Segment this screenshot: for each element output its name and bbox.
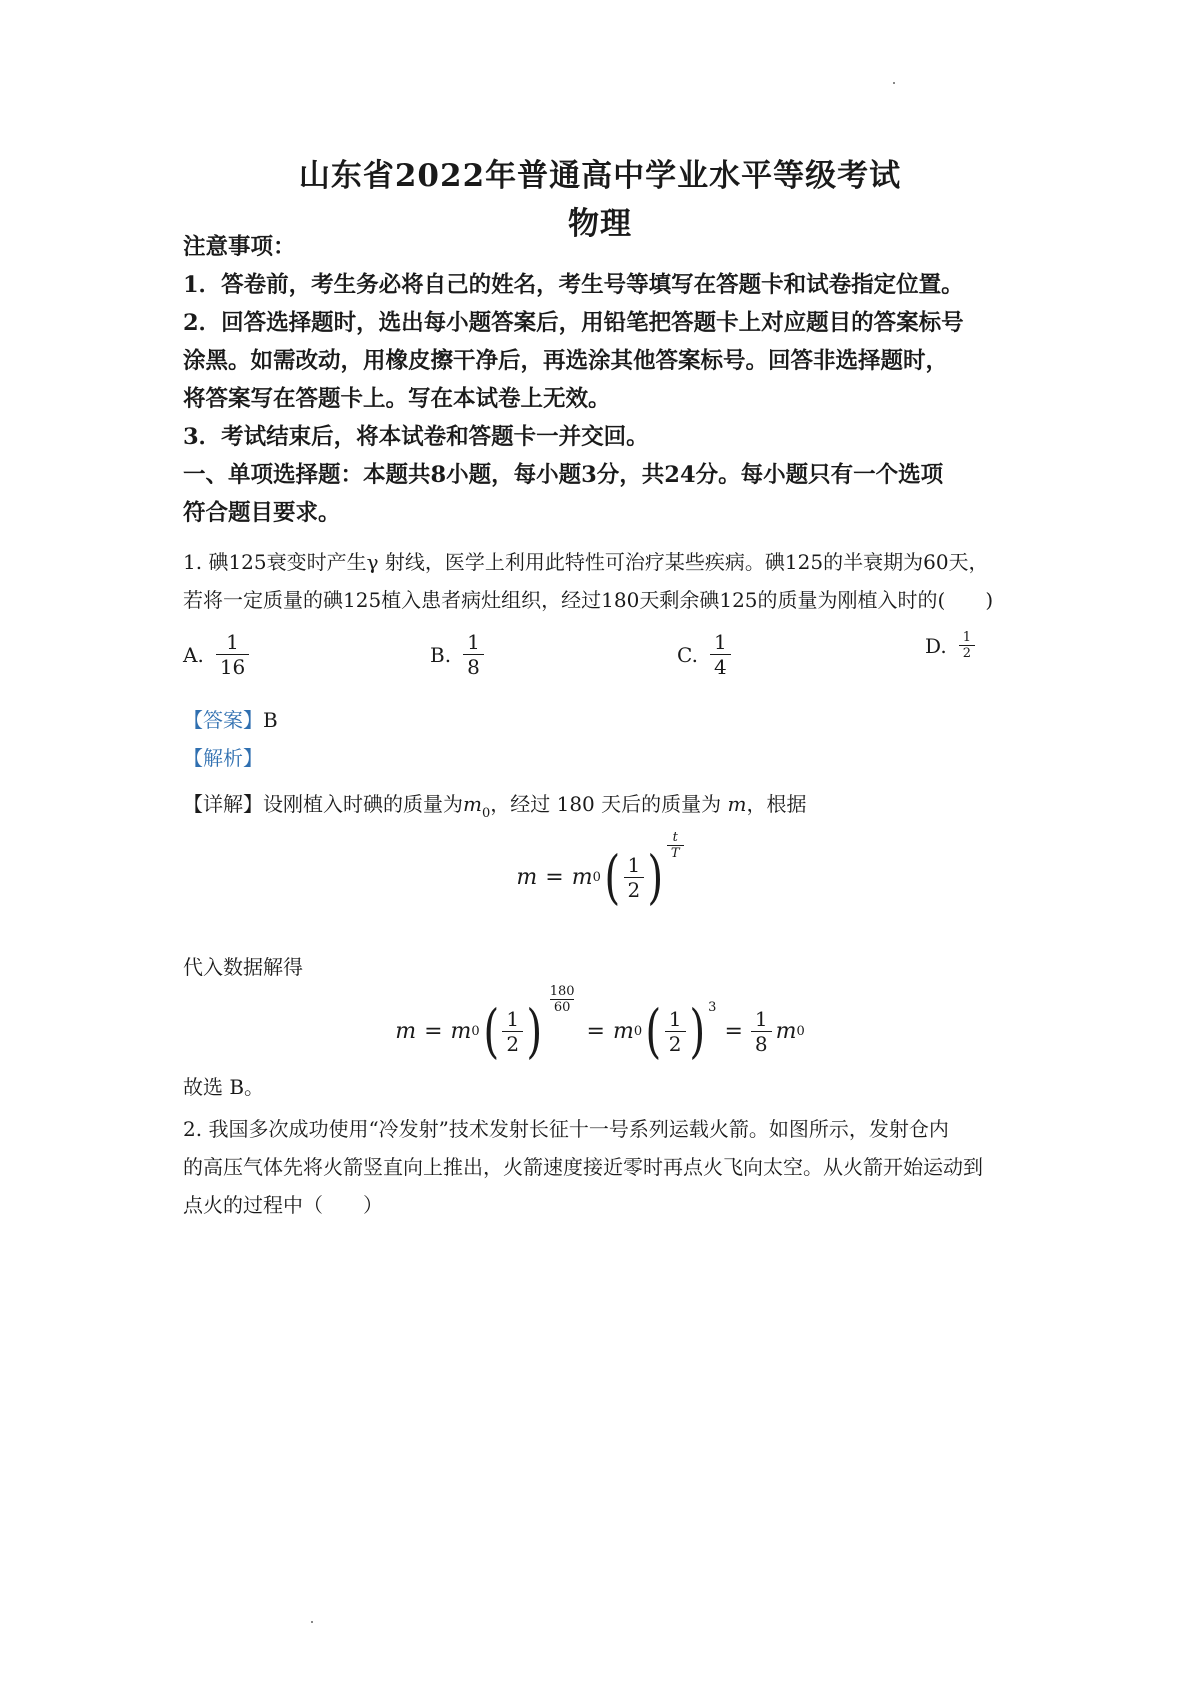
fraction-numerator: 1: [506, 1006, 520, 1031]
fraction-numerator: 1: [962, 630, 971, 645]
fraction-denominator: 16: [216, 654, 249, 679]
var-m: m: [727, 792, 747, 816]
fraction-numerator: 1: [627, 852, 641, 877]
notes-heading: 注意事项：: [183, 234, 296, 260]
analysis-line: [183, 739, 1043, 777]
formula-equals: =: [724, 1018, 743, 1044]
option-a: [183, 630, 249, 679]
var-m0: m: [463, 792, 482, 816]
scan-speck: [893, 82, 895, 84]
exponent-numerator: t: [672, 829, 678, 845]
formula-exponent: [667, 830, 684, 861]
question-2-stem: [183, 1110, 1043, 1224]
fraction-denominator: 8: [751, 1031, 772, 1056]
q2-line: 2. 我国多次成功使用“冷发射”技术发射长征十一号系列运载火箭。如图所示，发射仓内: [183, 1117, 949, 1141]
detail-line: [183, 785, 1043, 833]
q1-answer-block: [183, 701, 1043, 777]
substitute-line: [183, 948, 1043, 986]
formula-equals: =: [586, 1018, 605, 1044]
formula-sub: 0: [471, 1023, 480, 1039]
option-fraction: [959, 630, 975, 661]
conclusion-text: 故选 B。: [183, 1075, 265, 1099]
option-label: B.: [430, 642, 452, 667]
q1-line: 1. 碘125衰变时产生γ 射线，医学上利用此特性可治疗某些疾病。碘125的半衰期为60天，: [183, 550, 989, 574]
formula-exponent: [546, 984, 579, 1015]
detail-text: ，根据: [746, 792, 807, 816]
fraction-numerator: 1: [754, 1006, 768, 1031]
formula-sub: 0: [592, 869, 601, 885]
formula-m0: m: [450, 1018, 472, 1044]
answer-value: B: [263, 708, 278, 732]
exam-notes: [183, 228, 1043, 532]
option-d: [925, 630, 975, 661]
fraction-numerator: 1: [668, 1006, 682, 1031]
option-c: [677, 630, 731, 679]
formula-paren-close: ): [647, 843, 664, 911]
formula-lhs: m: [395, 1018, 417, 1044]
formula-equals: =: [424, 1018, 443, 1044]
note-item: 3．考试结束后，将本试卷和答题卡一并交回。: [183, 424, 649, 450]
option-label: D.: [925, 633, 947, 658]
option-fraction: [216, 630, 249, 679]
fraction-denominator: 2: [624, 877, 645, 902]
formula-paren-open: (: [645, 997, 662, 1065]
note-item: 2．回答选择题时，选出每小题答案后，用铅笔把答题卡上对应题目的答案标号: [183, 310, 964, 336]
exponent-numerator: 180: [549, 983, 575, 999]
formula-paren-open: (: [483, 997, 499, 1065]
note-item: 1．答卷前，考生务必将自己的姓名，考生号等填写在答题卡和试卷指定位置。: [183, 272, 964, 298]
analysis-tag: 【解析】: [183, 746, 263, 770]
note-item: 将答案写在答题卡上。写在本试卷上无效。: [183, 386, 611, 412]
section-heading: 一、单项选择题：本题共8小题，每小题3分，共24分。每小题只有一个选项: [183, 462, 944, 488]
fraction-denominator: 2: [959, 645, 975, 661]
formula-exponent: 3: [708, 999, 717, 1015]
formula-lhs: m: [516, 864, 538, 890]
formula-paren-close: ): [688, 997, 705, 1065]
fraction-numerator: 1: [713, 630, 727, 654]
answer-line: [183, 701, 1043, 739]
formula-fraction: [665, 1007, 686, 1056]
formula-fraction: [624, 853, 645, 902]
option-b: [430, 630, 484, 679]
question-1-stem: [183, 543, 1043, 619]
option-label: C.: [677, 642, 698, 667]
scan-speck: [311, 1621, 313, 1623]
option-fraction: [463, 630, 484, 679]
formula-m0: m: [775, 1018, 797, 1044]
exam-title: 山东省2022年普通高中学业水平等级考试: [298, 158, 902, 194]
detail-text: ，经过 180 天后的质量为: [490, 792, 728, 816]
formula-half-life: [0, 829, 1200, 911]
formula-equals: =: [545, 864, 564, 890]
substitute-text: 代入数据解得: [183, 955, 303, 979]
fraction-denominator: 8: [463, 654, 484, 679]
fraction-numerator: 1: [226, 630, 239, 654]
q1-line: 若将一定质量的碘125植入患者病灶组织，经过180天剩余碘125的质量为刚植入时的( ): [183, 588, 994, 612]
option-fraction: [710, 630, 731, 679]
formula-sub: 0: [633, 1023, 643, 1039]
fraction-denominator: 2: [665, 1031, 686, 1056]
q1-detail: [183, 785, 1043, 833]
fraction-denominator: 4: [710, 654, 731, 679]
fraction-denominator: 2: [502, 1031, 523, 1056]
formula-fraction: [502, 1007, 523, 1056]
result-fraction: [751, 1007, 772, 1056]
formula-result: [0, 983, 1200, 1065]
formula-paren-close: ): [526, 997, 543, 1065]
subscript-zero: 0: [481, 806, 491, 821]
q2-line: 点火的过程中（ ）: [183, 1193, 383, 1217]
answer-tag: 【答案】: [183, 708, 263, 732]
note-item: 涂黑。如需改动，用橡皮擦干净后，再选涂其他答案标号。回答非选择题时，: [183, 348, 949, 374]
formula-m0: m: [612, 1018, 634, 1044]
formula-paren-open: (: [604, 843, 621, 911]
formula-m0: m: [571, 864, 593, 890]
detail-text: 设刚植入时碘的质量为: [263, 792, 463, 816]
conclusion-line: [183, 1068, 1043, 1106]
exponent-denominator: 60: [550, 999, 575, 1015]
exponent-denominator: T: [667, 845, 684, 861]
section-heading-cont: 符合题目要求。: [183, 500, 341, 526]
q1-options: [183, 630, 1003, 700]
formula-sub: 0: [796, 1023, 805, 1039]
subject-title: 物理: [568, 206, 632, 242]
detail-tag: 【详解】: [183, 792, 263, 816]
fraction-numerator: 1: [467, 630, 480, 654]
option-label: A.: [183, 642, 204, 667]
q2-line: 的高压气体先将火箭竖直向上推出，火箭速度接近零时再点火飞向太空。从火箭开始运动到: [183, 1155, 983, 1179]
